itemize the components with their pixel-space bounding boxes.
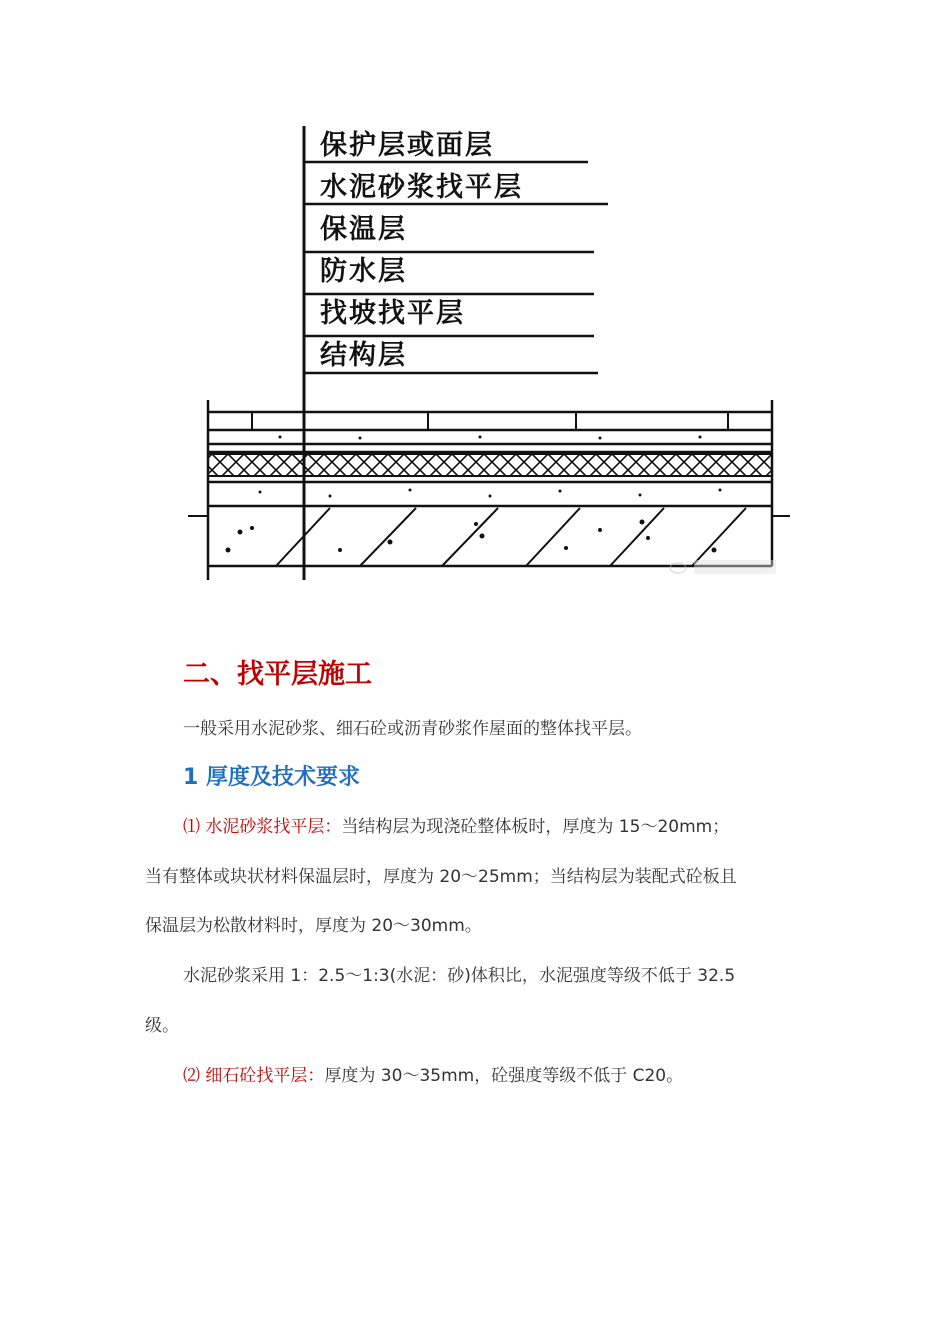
intro-paragraph: 一般采用水泥砂浆、细石砼或沥青砂浆作屋面的整体找平层。 [183,719,642,739]
item1-colon: ： [324,817,342,837]
item1-line3: 保温层为松散材料时，厚度为 20～30mm。 [145,916,482,936]
item2-text: 厚度为 30～35mm，砼强度等级不低于 C20。 [324,1066,684,1086]
layer-label-slope-screed: 找坡找平层 [320,298,465,329]
item2-colon: ： [307,1066,325,1086]
item1-text-1: 当结构层为现浇砼整体板时，厚度为 15～20mm； [341,817,730,837]
item2-line [183,1061,683,1086]
layer-label-insulation: 保温层 [320,214,407,245]
item1-line1 [183,812,729,837]
layer-label-mortar-screed: 水泥砂浆找平层 [320,172,523,203]
layer-label-surface: 保护层或面层 [320,130,494,161]
roof-layer-diagram [180,118,800,588]
layer-label-structure: 结构层 [320,340,407,371]
item1-label: ⑴ 水泥砂浆找平层 [183,817,325,837]
subsection-title: 1 厚度及技术要求 [183,765,360,790]
watermark [670,560,776,574]
cross-section [188,400,790,580]
item1-line2: 当有整体或块状材料保温层时，厚度为 20～25mm；当结构层为装配式砼板且 [145,867,737,887]
para2-line2: 级。 [145,1016,179,1036]
section-title: 二、找平层施工 [183,659,372,690]
layer-label-waterproof: 防水层 [320,256,407,287]
para2-line1: 水泥砂浆采用 1：2.5～1:3(水泥：砂)体积比，水泥强度等级不低于 32.5 [183,966,736,986]
item2-label: ⑵ 细石砼找平层 [183,1066,308,1086]
